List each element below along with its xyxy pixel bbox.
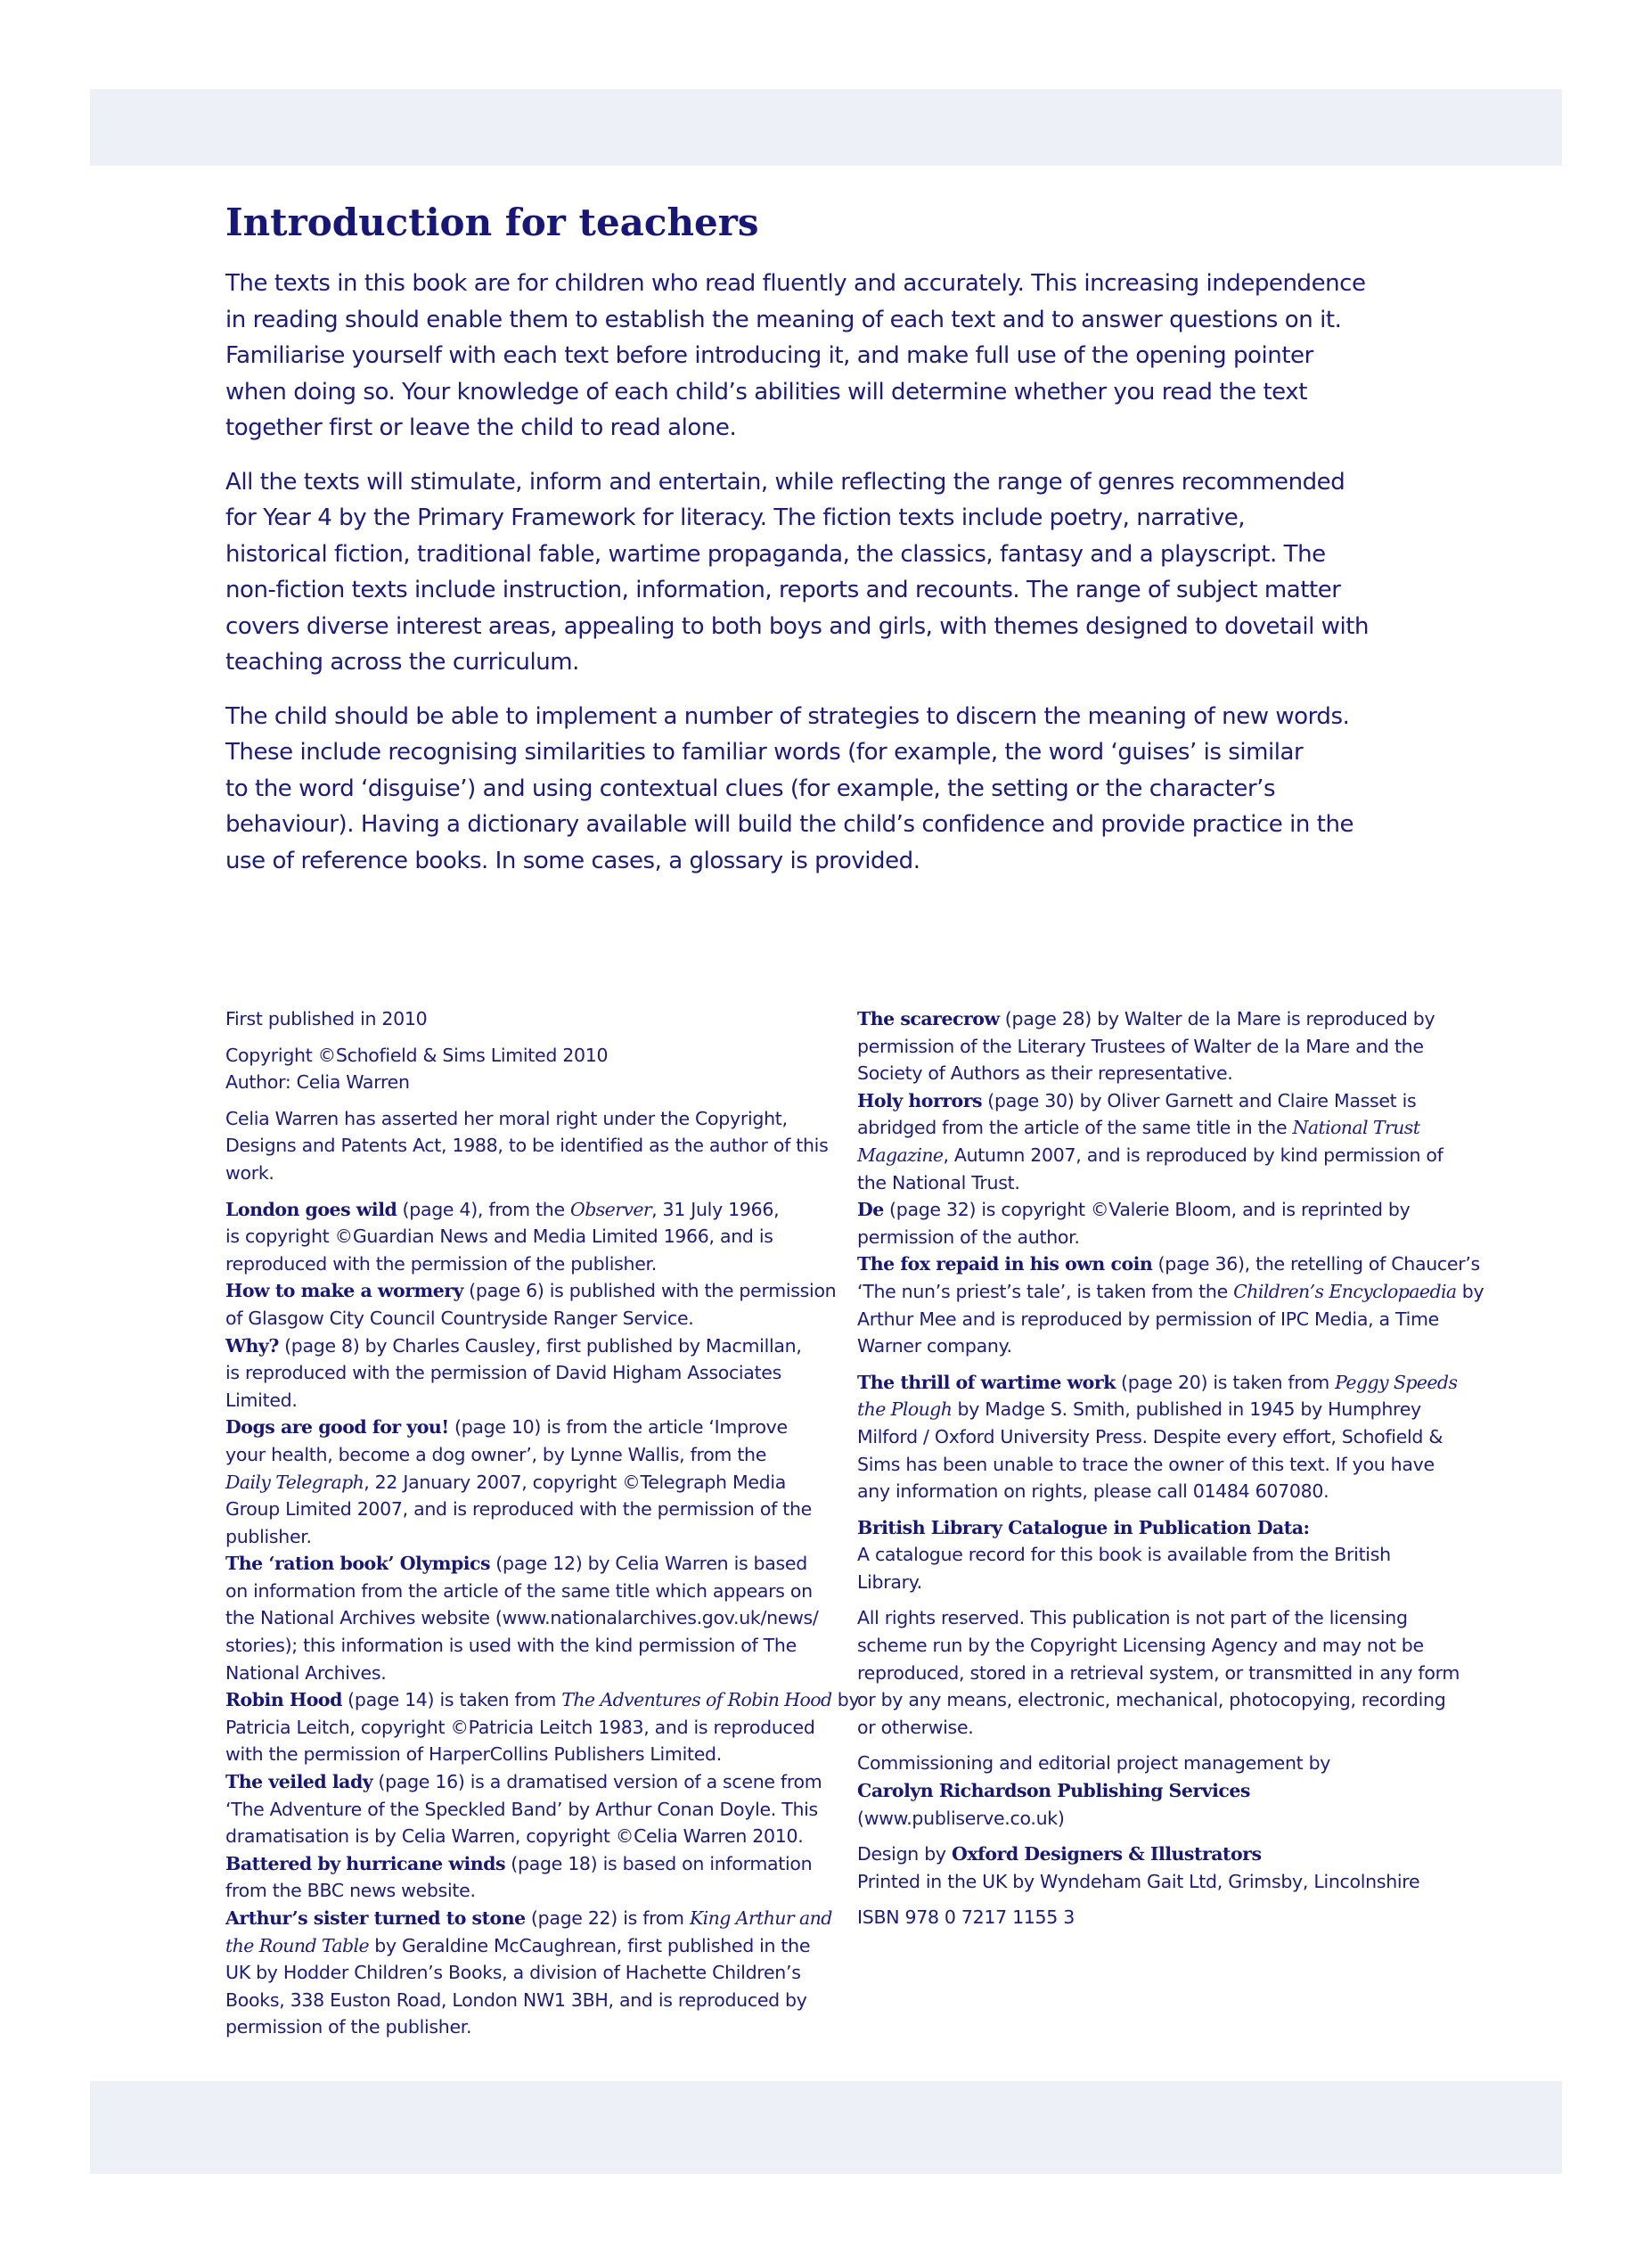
text: (page 30) by Oliver Garnett and Claire Masset is: [982, 1089, 1417, 1111]
italic-text: Magazine: [857, 1144, 944, 1166]
introduction-section: [225, 198, 1370, 897]
credit-paragraph: [857, 1087, 1445, 1196]
text-line: [225, 1332, 814, 1360]
text: your health, become a dog owner’, by Lynne Wallis, from the: [225, 1443, 767, 1465]
bold-text: Dogs are good for you!: [225, 1416, 449, 1439]
text-line: to the word ‘disguise’) and using contextual clues (for example, the setting or the character’s: [225, 775, 1276, 802]
text-line: [225, 1850, 814, 1878]
text-line: [225, 1768, 822, 1796]
bold-text: Holy horrors: [857, 1089, 983, 1111]
text-line: [225, 1632, 814, 1660]
top-band: [90, 89, 1562, 166]
text: (page 14) is taken from: [341, 1689, 562, 1711]
credit-paragraph: [225, 1905, 832, 2041]
bold-text: How to make a wormery: [225, 1280, 463, 1302]
bold-text: British Library Catalogue in Publication Data:: [857, 1516, 1310, 1538]
text: (page 6) is published with the permission: [462, 1280, 837, 1302]
text: Library.: [857, 1570, 922, 1593]
text-line: [225, 1741, 814, 1768]
italic-text: the Round Table: [225, 1934, 370, 1956]
text-line: [225, 1005, 814, 1033]
credit-paragraph: [225, 1277, 837, 1332]
bold-text: The thrill of wartime work: [857, 1371, 1116, 1393]
text: by Madge S. Smith, published in 1945 by Humphrey: [952, 1398, 1421, 1421]
text: Society of Authors as their representative.: [857, 1062, 1233, 1085]
credit-paragraph: [857, 1250, 1484, 1359]
credit-paragraph: [857, 1005, 1445, 1087]
text: (page 12) by Celia Warren is based: [490, 1553, 807, 1575]
text-line: [857, 1142, 1445, 1169]
text: with the permission of HarperCollins Publishers Limited.: [225, 1743, 722, 1766]
credit-paragraph: [857, 1514, 1445, 1596]
italic-text: Observer: [570, 1198, 652, 1220]
text: publisher.: [225, 1525, 312, 1547]
credit-paragraph: [225, 1414, 814, 1550]
bold-text: Why?: [225, 1334, 279, 1357]
bold-text: Oxford Designers & Illustrators: [951, 1843, 1262, 1865]
text-line: together first or leave the child to read alone.: [225, 414, 737, 441]
text-line: in reading should enable them to establish the meaning of each text and to answer questions on it.: [225, 306, 1342, 333]
credits-right-column: [857, 1005, 1484, 1931]
text-line: covers diverse interest areas, appealing to both boys and girls, with themes designed to dovetail with: [225, 612, 1370, 640]
text: by: [831, 1689, 860, 1711]
text-line: [857, 1686, 1445, 1714]
text: (page 32) is copyright ©Valerie Bloom, and is reprinted by: [883, 1199, 1411, 1221]
text-line: [225, 1359, 814, 1387]
text-line: [225, 1277, 837, 1305]
credit-paragraph: [225, 1332, 814, 1414]
text-line: The child should be able to implement a number of strategies to discern the meaning of new words.: [225, 702, 1350, 730]
text-line: [225, 1578, 814, 1605]
intro-paragraph: [225, 464, 1370, 681]
text-line: [225, 1877, 814, 1905]
text: the National Archives website (www.nationalarchives.gov.uk/news/: [225, 1607, 819, 1629]
text: (page 36), the retelling of Chaucer’s: [1152, 1253, 1480, 1275]
text-line: [857, 1250, 1480, 1278]
text: (page 10) is from the article ‘Improve: [448, 1416, 788, 1439]
text: Patricia Leitch, copyright ©Patricia Leitch 1983, and is reproduced: [225, 1716, 815, 1738]
text: (page 16) is a dramatised version of a scene from: [372, 1771, 822, 1793]
text-line: [225, 1959, 814, 1987]
credit-paragraph: [225, 1686, 860, 1768]
text: Designs and Patents Act, 1988, to be identified as the author of this: [225, 1135, 829, 1157]
text-line: [225, 1132, 829, 1160]
text-line: [225, 1604, 819, 1632]
text-line: [225, 1714, 814, 1742]
text: any information on rights, please call 01484 607080.: [857, 1480, 1329, 1503]
text-line: [225, 1660, 814, 1687]
text: permission of the Literary Trustees of Walter de la Mare and the: [857, 1035, 1424, 1057]
text: (www.publiserve.co.uk): [857, 1807, 1065, 1829]
text-line: [857, 1541, 1445, 1569]
text-line: [857, 1005, 1445, 1033]
text-line: The texts in this book are for children who read fluently and accurately. This increasing independence: [225, 270, 1366, 297]
credit-paragraph: [857, 1750, 1445, 1832]
text-line: All the texts will stimulate, inform and entertain, while reflecting the range of genres recommended: [225, 468, 1345, 496]
intro-title: Introduction for teachers: [225, 201, 759, 244]
text-line: [225, 1069, 814, 1096]
text: Printed in the UK by Wyndeham Gait Ltd, Grimsby, Lincolnshire: [857, 1870, 1420, 1892]
text-line: [857, 1451, 1445, 1479]
intro-paragraph: [225, 266, 1366, 447]
text: Design by: [857, 1843, 952, 1865]
italic-text: The Adventures of Robin Hood: [561, 1689, 832, 1711]
text: or otherwise.: [857, 1716, 974, 1738]
text: (page 28) by Walter de la Mare is reproduced by: [999, 1008, 1435, 1029]
credit-paragraph: [225, 1768, 822, 1850]
text-line: [225, 1796, 818, 1824]
text-line: [225, 1414, 814, 1441]
credit-paragraph: [225, 1550, 819, 1686]
text-line: [857, 1632, 1445, 1660]
text: by: [1456, 1280, 1484, 1302]
text: permission of the publisher.: [225, 2016, 472, 2038]
text: abridged from the article of the same title in the: [857, 1117, 1293, 1139]
text-line: [225, 1496, 814, 1523]
bold-text: The scarecrow: [857, 1008, 1000, 1029]
italic-text: Children’s Encyclopaedia: [1233, 1280, 1457, 1302]
text: A catalogue record for this book is available from the British: [857, 1544, 1391, 1566]
text: , Autumn 2007, and is reproduced by kind permission of: [943, 1144, 1443, 1166]
text-line: [225, 1196, 814, 1224]
text: from the BBC news website.: [225, 1880, 476, 1902]
text: National Archives.: [225, 1661, 387, 1684]
text: Group Limited 2007, and is reproduced with the permission of the: [225, 1498, 812, 1521]
bold-text: Arthur’s sister turned to stone: [225, 1907, 526, 1929]
text-line: [225, 1469, 814, 1496]
text: of Glasgow City Council Countryside Ranger Service.: [225, 1307, 694, 1329]
credit-paragraph: [225, 1105, 829, 1187]
credit-paragraph: [225, 1196, 814, 1278]
text-line: historical fiction, traditional fable, wartime propaganda, the classics, fantasy and a playscript. The: [225, 540, 1326, 568]
bold-text: Carolyn Richardson Publishing Services: [857, 1780, 1250, 1802]
text-line: [225, 1223, 814, 1250]
text: Commissioning and editorial project management by: [857, 1752, 1331, 1775]
credit-paragraph: [225, 1042, 814, 1096]
text-line: [857, 1278, 1484, 1306]
text: (page 4), from the: [397, 1198, 571, 1220]
text: Milford / Oxford University Press. Despite every effort, Schofield &: [857, 1425, 1443, 1447]
text-line: [857, 1805, 1445, 1833]
text-line: use of reference books. In some cases, a glossary is provided.: [225, 847, 920, 874]
text-line: [857, 1224, 1445, 1251]
bold-text: The veiled lady: [225, 1771, 373, 1793]
text-line: [225, 1905, 832, 1932]
text: ‘The nun’s priest’s tale’, is taken from the: [857, 1280, 1234, 1302]
text: Arthur Mee and is reproduced by permission of IPC Media, a Time: [857, 1308, 1439, 1330]
text-line: behaviour). Having a dictionary available will build the child’s confidence and provide practice in the: [225, 811, 1354, 838]
text: First published in 2010: [225, 1008, 428, 1029]
credit-paragraph: [857, 1904, 1445, 1931]
credit-paragraph: [225, 1005, 814, 1033]
bold-text: The ‘ration book’ Olympics: [225, 1553, 491, 1575]
text: Author: Celia Warren: [225, 1071, 410, 1094]
text: the National Trust.: [857, 1171, 1020, 1193]
text: (page 20) is taken from: [1115, 1371, 1336, 1393]
text-line: [225, 1160, 814, 1187]
text: reproduced with the permission of the publisher.: [225, 1252, 657, 1275]
text: work.: [225, 1161, 274, 1184]
text: is copyright ©Guardian News and Media Limited 1966, and is: [225, 1226, 773, 1248]
text-line: [225, 1523, 814, 1551]
text: UK by Hodder Children’s Books, a division of Hachette Children’s: [225, 1962, 801, 1984]
text: Sims has been unable to trace the owner of this text. If you have: [857, 1453, 1435, 1475]
bold-text: De: [857, 1199, 884, 1221]
text: scheme run by the Copyright Licensing Agency and may not be: [857, 1635, 1424, 1657]
text-line: when doing so. Your knowledge of each child’s abilities will determine whether you read the text: [225, 378, 1307, 406]
text-line: [857, 1868, 1445, 1896]
text: by Geraldine McCaughrean, first published in the: [369, 1934, 811, 1956]
text: (page 22) is from: [525, 1907, 690, 1929]
text: or by any means, electronic, mechanical, photocopying, recording: [857, 1689, 1446, 1711]
text-line: teaching across the curriculum.: [225, 649, 579, 676]
text-line: [857, 1196, 1445, 1224]
text-line: [225, 1550, 814, 1578]
text-line: [857, 1569, 1445, 1596]
text: Celia Warren has asserted her moral right under the Copyright,: [225, 1107, 788, 1129]
italic-text: National Trust: [1292, 1117, 1420, 1139]
text-line: [857, 1841, 1445, 1868]
bottom-band: [90, 2081, 1562, 2174]
italic-text: King Arthur and: [689, 1907, 832, 1929]
text: on information from the article of the same title which appears on: [225, 1579, 813, 1602]
text-line: [857, 1087, 1445, 1115]
text-line: [857, 1750, 1445, 1777]
text-line: [225, 1042, 814, 1070]
text-line: [225, 2013, 814, 2041]
text-line: [857, 1114, 1445, 1142]
bold-text: Battered by hurricane winds: [225, 1852, 506, 1874]
text-line: [857, 1033, 1445, 1061]
credit-paragraph: [857, 1604, 1460, 1741]
credit-paragraph: [857, 1196, 1445, 1250]
text: ‘The Adventure of the Speckled Band’ by Arthur Conan Doyle. This: [225, 1798, 818, 1820]
italic-text: Daily Telegraph: [225, 1471, 364, 1493]
bold-text: Robin Hood: [225, 1689, 342, 1711]
text: Books, 338 Euston Road, London NW1 3BH, and is reproduced by: [225, 1988, 807, 2011]
text-line: [857, 1660, 1460, 1687]
text-line: [225, 1987, 814, 2014]
text-line: [225, 1305, 814, 1332]
text-line: Familiarise yourself with each text before introducing it, and make full use of the opening pointer: [225, 342, 1313, 369]
text-line: [857, 1369, 1458, 1397]
text: Limited.: [225, 1389, 298, 1411]
text-line: [857, 1478, 1445, 1505]
text: (page 8) by Charles Causley, first published by Macmillan,: [278, 1334, 802, 1357]
text-line: [857, 1904, 1445, 1931]
bold-text: London goes wild: [225, 1198, 397, 1220]
italic-text: the Plough: [857, 1398, 953, 1421]
credits-left-column: [225, 1005, 860, 2041]
text-line: [857, 1514, 1445, 1542]
text: (page 18) is based on information: [505, 1852, 813, 1874]
text: stories); this information is used with the kind permission of The: [225, 1635, 797, 1657]
text-line: [225, 1387, 814, 1414]
text: , 31 July 1966,: [651, 1198, 780, 1220]
text-line: [857, 1332, 1445, 1360]
text: dramatisation is by Celia Warren, copyright ©Celia Warren 2010.: [225, 1825, 804, 1848]
text: is reproduced with the permission of David Higham Associates: [225, 1362, 781, 1384]
text-line: [857, 1777, 1445, 1805]
text: ISBN 978 0 7217 1155 3: [857, 1906, 1075, 1929]
text-line: [857, 1396, 1445, 1423]
text-line: for Year 4 by the Primary Framework for literacy. The fiction texts include poetry, narrative,: [225, 504, 1246, 531]
text-line: [857, 1604, 1445, 1632]
credit-paragraph: [857, 1841, 1445, 1895]
text-line: [857, 1714, 1445, 1742]
text-line: These include recognising similarities to familiar words (for example, the word ‘guises’ is similar: [225, 739, 1304, 766]
text: reproduced, stored in a retrieval system, or transmitted in any form: [857, 1661, 1460, 1684]
credit-paragraph: [225, 1850, 814, 1905]
text-line: [857, 1060, 1445, 1087]
bold-text: The fox repaid in his own coin: [857, 1253, 1153, 1275]
text: Warner company.: [857, 1335, 1012, 1357]
text-line: [225, 1932, 814, 1960]
text-line: non-fiction texts include instruction, information, reports and recounts. The range of subject matter: [225, 577, 1341, 603]
text-line: [857, 1306, 1445, 1333]
text-line: [857, 1423, 1445, 1451]
text: Copyright ©Schofield & Sims Limited 2010: [225, 1044, 609, 1066]
text-line: [225, 1105, 814, 1133]
credit-paragraph: [857, 1369, 1458, 1505]
text-line: [225, 1441, 814, 1469]
italic-text: Peggy Speeds: [1335, 1371, 1458, 1393]
text: All rights reserved. This publication is not part of the licensing: [857, 1607, 1408, 1629]
intro-paragraph: [225, 699, 1354, 880]
text-line: [225, 1250, 814, 1278]
text: , 22 January 2007, copyright ©Telegraph Media: [364, 1471, 787, 1493]
text-line: [225, 1686, 860, 1714]
text-line: [225, 1823, 814, 1850]
text: permission of the author.: [857, 1226, 1080, 1248]
text-line: [857, 1169, 1445, 1197]
